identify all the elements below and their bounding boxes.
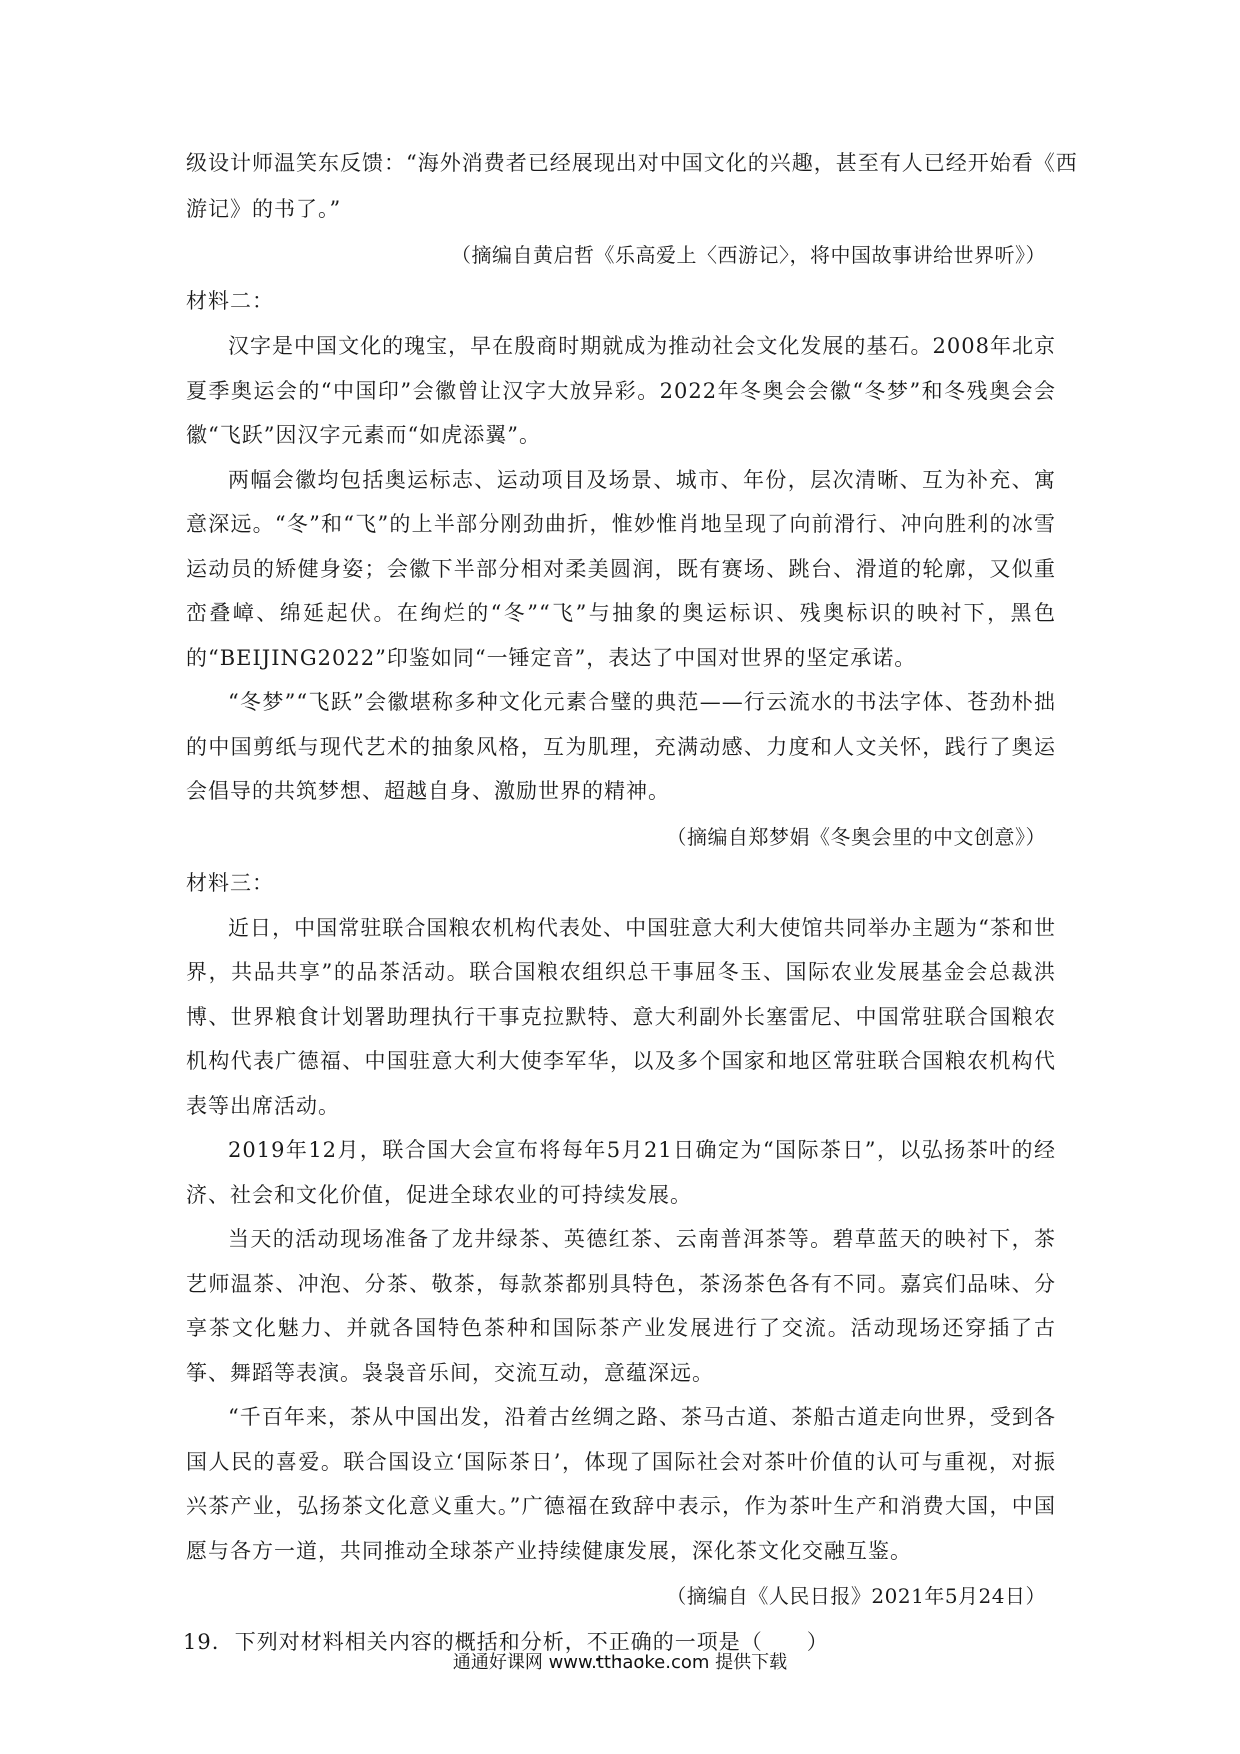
material-3-paragraph-4: “千百年来，茶从中国出发，沿着古丝绸之路、茶马古道、茶船古道走向世界，受到各国人民的喜爱。联合国设立‘国际茶日’，体现了国际社会对茶叶价值的认可与重视，对振兴茶产业，弘扬茶文化意义重大。”广德福在致辞中表示，作为茶叶生产和消费大国，中国愿与各方一道，共同推动全球茶产业持续健康发展，深化茶文化交融互鉴。 (186, 1405, 1056, 1563)
material-2-source: （摘编自郑梦娟《冬奥会里的中文创意》） (666, 824, 1046, 849)
material-2-paragraph-2: 两幅会徽均包括奥运标志、运动项目及场景、城市、年份，层次清晰、互为补充、寓意深远。“冬”和“飞”的上半部分刚劲曲折，惟妙惟肖地呈现了向前滑行、冲向胜利的冰雪运动员的矫健身姿；会徽下半部分相对柔美圆润，既有赛场、跳台、滑道的轮廓，又似重峦叠嶂、绵延起伏。在绚烂的“冬”“飞”与抽象的奥运标识、残奥标识的映衬下，黑色的“BEIJING2022”印鉴如同“一锤定音”，表达了中国对世界的坚定承诺。 (186, 467, 1056, 670)
document-page (183, 140, 1078, 1667)
material-2-paragraph-1: 汉字是中国文化的瑰宝，早在殷商时期就成为推动社会文化发展的基石。2008年北京夏季奥运会的“中国印”会徽曾让汉字大放异彩。2022年冬奥会会徽“冬梦”和冬残奥会会徽“飞跃”因汉字元素而“如虎添翼”。 (186, 334, 1056, 447)
question-emphasis: 不正确 (586, 1630, 653, 1654)
material-3-paragraph-3: 当天的活动现场准备了龙井绿茶、英德红茶、云南普洱茶等。碧草蓝天的映衬下，茶艺师温茶、冲泡、分茶、敬茶，每款茶都别具特色，茶汤茶色各有不同。嘉宾们品味、分享茶文化魅力、并就各国特色茶种和国际茶产业发展进行了交流。活动现场还穿插了古筝、舞蹈等表演。袅袅音乐间，交流互动，意蕴深远。 (186, 1227, 1056, 1385)
intro-line-1: 级设计师温笑东反馈：“海外消费者已经展现出对中国文化的兴趣，甚至有人已经开始看《西 (186, 151, 1078, 175)
intro-source: （摘编自黄启哲《乐高爱上〈西游记〉，将中国故事讲给世界听》） (451, 243, 1046, 267)
question-number: 19. (183, 1630, 220, 1654)
intro-line-2: 游记》的书了。” (186, 197, 342, 221)
question-text-before: 下列对材料相关内容的概括和分析， (234, 1630, 587, 1654)
question-text-after: 的一项是（ ） (652, 1630, 829, 1654)
material-2-paragraph-3: “冬梦”“飞跃”会徽堪称多种文化元素合璧的典范——行云流水的书法字体、苍劲朴拙的中国剪纸与现代艺术的抽象风格，互为肌理，充满动感、力度和人文关怀，践行了奥运会倡导的共筑梦想、超越自身、激励世界的精神。 (186, 690, 1056, 803)
material-3-source: （摘编自《人民日报》2021年5月24日） (666, 1584, 1046, 1608)
material-3-paragraph-1: 近日，中国常驻联合国粮农机构代表处、中国驻意大利大使馆共同举办主题为“茶和世界，共品共享”的品茶活动。联合国粮农组织总干事屈冬玉、国际农业发展基金会总裁洪博、世界粮食计划署助理执行干事克拉默特、意大利副外长塞雷尼、中国常驻联合国粮农机构代表广德福、中国驻意大利大使李军华，以及多个国家和地区常驻联合国粮农机构代表等出席活动。 (186, 915, 1056, 1118)
page-footer: 通通好课网 www.tthaoke.com 提供下载 (452, 1652, 788, 1673)
material-3-paragraph-2: 2019年12月，联合国大会宣布将每年5月21日确定为“国际茶日”，以弘扬茶叶的经济、社会和文化价值，促进全球农业的可持续发展。 (186, 1138, 1056, 1207)
material-2-heading: 材料二： (186, 289, 274, 313)
material-3-heading: 材料三： (186, 870, 274, 895)
